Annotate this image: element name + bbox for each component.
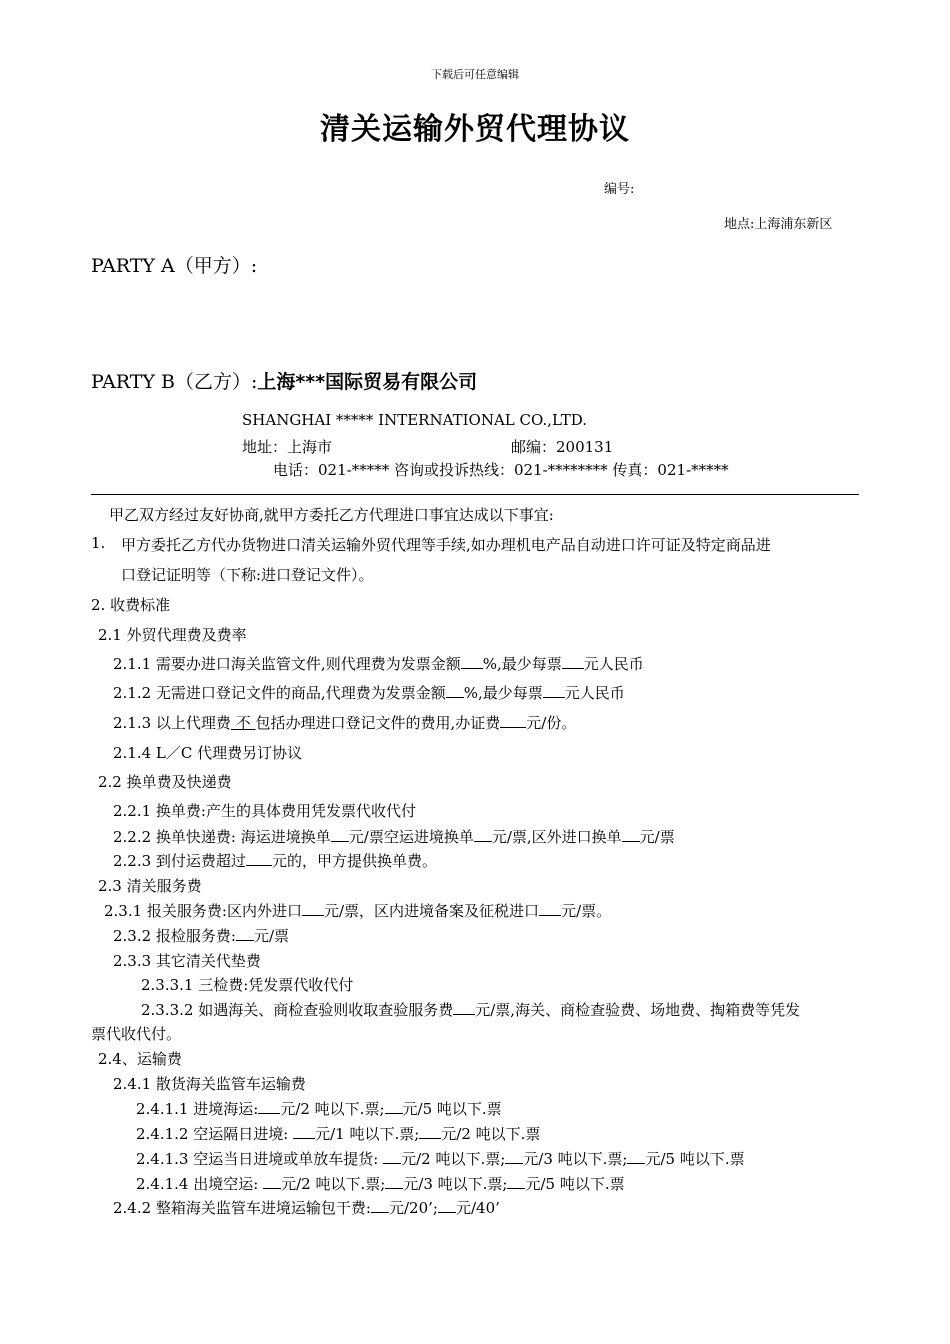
- item-2-3-3: 2.3.3 其它清关代垫费: [113, 952, 261, 970]
- clause-2-heading: 2. 收费标准: [91, 596, 171, 614]
- party-b-label: PARTY B（乙方）:: [91, 371, 258, 393]
- company-contacts: 电话：021-***** 咨询或投诉热线：021-******** 传真：021-*****: [273, 461, 729, 479]
- blank-field: [461, 654, 483, 669]
- item-2-4-1-3: [136, 1148, 745, 1169]
- blank-field: [419, 1124, 441, 1139]
- party-a-label: PARTY A（甲方）:: [91, 255, 258, 277]
- blank-field: [622, 827, 640, 842]
- item-2-2-3-text-b: 元的，甲方提供换单费。: [271, 852, 437, 870]
- item-2-2-2-text-d: 元/票: [639, 828, 675, 846]
- item-2-4-1-4-text-b: 元/2 吨以下.票;: [281, 1175, 386, 1193]
- header-divider: [91, 494, 859, 495]
- clause-1-line-1: 甲方委托乙方代办货物进口清关运输外贸代理等手续,如办理机电产品自动进口许可证及特定商品进: [121, 536, 771, 554]
- clause-1-number: 1.: [91, 534, 106, 552]
- item-2-3-1: [104, 900, 611, 921]
- item-2-3-3-2-text: 2.3.3.2 如遇海关、商检查验则收取查验服务费: [141, 1001, 454, 1019]
- item-2-4-2-text-b: 元/20’;: [389, 1199, 438, 1217]
- item-2-4-2: [113, 1197, 500, 1218]
- item-2-3-1-text-c: 元/票。: [561, 902, 612, 920]
- item-2-3-1-text: 2.3.1 报关服务费:区内外进口: [104, 902, 302, 920]
- item-2-4-1-4-text: 2.4.1.4 出境空运:: [136, 1175, 264, 1193]
- item-2-1-2-text-b: %,最少每票: [463, 684, 543, 702]
- intro-paragraph: 甲乙双方经过友好协商,就甲方委托乙方代理进口事宜达成以下事宜:: [109, 506, 554, 524]
- party-b-company: 上海***国际贸易有限公司: [257, 371, 478, 393]
- company-english-name: SHANGHAI ***** INTERNATIONAL CO.,LTD.: [242, 411, 587, 429]
- item-2-2-1: 2.2.1 换单费:产生的具体费用凭发票代收代付: [113, 802, 416, 820]
- item-2-3-2-text: 2.3.2 报检服务费:: [113, 927, 236, 945]
- item-2-4-2-text-c: 元/40’: [455, 1199, 500, 1217]
- company-postcode: 邮编：200131: [511, 438, 614, 456]
- item-2-1-3-text-d: 元/份。: [526, 714, 577, 732]
- blank-field: [543, 683, 565, 698]
- item-2-4-1-1: [136, 1098, 502, 1119]
- blank-field: [453, 1000, 475, 1015]
- item-2-1-1-text: 2.1.1 需要办进口海关监管文件,则代理费为发票金额: [113, 655, 461, 673]
- item-2-4-1-2: [136, 1123, 540, 1144]
- item-2-2-3-text: 2.2.3 到付运费超过: [113, 852, 246, 870]
- blank-field: [293, 1124, 315, 1139]
- item-2-1-3: [113, 712, 576, 733]
- section-2-1-heading: 2.1 外贸代理费及费率: [98, 626, 247, 644]
- blank-field: [507, 1174, 525, 1189]
- blank-field: [627, 1149, 645, 1164]
- blank-field: [263, 1174, 281, 1189]
- item-2-4-1-1-text-c: 元/5 吨以下.票: [402, 1100, 502, 1118]
- item-2-4-1-4-text-d: 元/5 吨以下.票: [525, 1175, 625, 1193]
- item-2-1-3-text: 2.1.3 以上代理费: [113, 714, 231, 732]
- item-2-4-1-4: [136, 1173, 625, 1194]
- item-2-4-2-text: 2.4.2 整箱海关监管车进境运输包干费:: [113, 1199, 371, 1217]
- blank-field: [236, 926, 254, 941]
- blank-field: [505, 1149, 523, 1164]
- item-2-4-1-3-text-b: 元/2 吨以下.票;: [401, 1150, 506, 1168]
- item-2-1-4: 2.1.4 L／C 代理费另订协议: [113, 744, 303, 762]
- item-2-1-2: [113, 682, 625, 703]
- blank-field: [562, 654, 584, 669]
- party-b-line: [91, 367, 477, 394]
- item-2-1-2-text-c: 元人民币: [564, 684, 625, 702]
- item-2-1-3-text-c: 包括办理进口登记文件的费用,办证费: [255, 714, 501, 732]
- page-title: 清关运输外贸代理协议: [320, 112, 630, 147]
- item-2-1-1-text-b: %,最少每票: [482, 655, 562, 673]
- item-2-4-1-3-text-d: 元/5 吨以下.票: [645, 1150, 745, 1168]
- section-2-3-heading: 2.3 清关服务费: [98, 877, 202, 895]
- blank-field: [331, 827, 349, 842]
- item-2-3-2: [113, 925, 289, 946]
- item-2-4-1-2-text: 2.4.1.2 空运隔日进境:: [136, 1125, 294, 1143]
- blank-field: [385, 1099, 403, 1114]
- item-2-3-1-text-b: 元/票，区内进境备案及征税进口: [324, 902, 540, 920]
- item-2-2-2-text-b: 元/票空运进境换单: [348, 828, 474, 846]
- item-2-3-3-2-continued: 票代收代付。: [91, 1025, 182, 1043]
- item-2-4-1-1-text-b: 元/2 吨以下.票;: [280, 1100, 385, 1118]
- item-2-4-1-2-text-b: 元/1 吨以下.票;: [315, 1125, 420, 1143]
- item-2-4-1-3-text: 2.4.1.3 空运当日进境或单放车提货:: [136, 1150, 384, 1168]
- item-2-3-2-text-b: 元/票: [254, 927, 290, 945]
- top-note: 下载后可任意编辑: [431, 68, 519, 81]
- company-address: 地址：上海市: [242, 438, 333, 456]
- item-2-2-2: [113, 826, 675, 847]
- contract-number-label: 编号:: [604, 182, 635, 197]
- item-2-3-3-1: 2.3.3.1 三检费:凭发票代收代付: [141, 976, 354, 994]
- location-text: 地点:上海浦东新区: [724, 217, 833, 232]
- item-2-1-1-text-c: 元人民币: [583, 655, 644, 673]
- item-2-2-2-text-c: 元/票,区外进口换单: [491, 828, 622, 846]
- item-2-1-2-text: 2.1.2 无需进口登记文件的商品,代理费为发票金额: [113, 684, 446, 702]
- item-2-4-1-1-text: 2.4.1.1 进境海运:: [136, 1100, 259, 1118]
- blank-field: [258, 1099, 280, 1114]
- blank-field: [371, 1198, 389, 1213]
- blank-field: [246, 851, 272, 866]
- item-2-1-3-not-underlined: 不: [230, 714, 256, 732]
- item-2-1-1: [113, 653, 644, 674]
- section-2-2-heading: 2.2 换单费及快递费: [98, 773, 232, 791]
- item-2-2-3: [113, 850, 437, 871]
- item-2-2-2-text: 2.2.2 换单快递费: 海运进境换单: [113, 828, 331, 846]
- item-2-3-3-2: [141, 999, 800, 1020]
- blank-field: [438, 1198, 456, 1213]
- blank-field: [385, 1174, 403, 1189]
- item-2-4-1-4-text-c: 元/3 吨以下.票;: [403, 1175, 508, 1193]
- item-2-4-1-3-text-c: 元/3 吨以下.票;: [523, 1150, 628, 1168]
- blank-field: [446, 683, 464, 698]
- blank-field: [474, 827, 492, 842]
- blank-field: [383, 1149, 401, 1164]
- blank-field: [539, 901, 561, 916]
- section-2-4-heading: 2.4、运输费: [98, 1050, 182, 1068]
- item-2-4-1-2-text-c: 元/2 吨以下.票: [441, 1125, 541, 1143]
- blank-field: [500, 713, 526, 728]
- blank-field: [302, 901, 324, 916]
- item-2-3-3-2-text-b: 元/票,海关、商检查验费、场地费、掏箱费等凭发: [475, 1001, 801, 1019]
- clause-1-line-2: 口登记证明等（下称:进口登记文件）。: [121, 566, 374, 584]
- item-2-4-1: 2.4.1 散货海关监管车运输费: [113, 1075, 306, 1093]
